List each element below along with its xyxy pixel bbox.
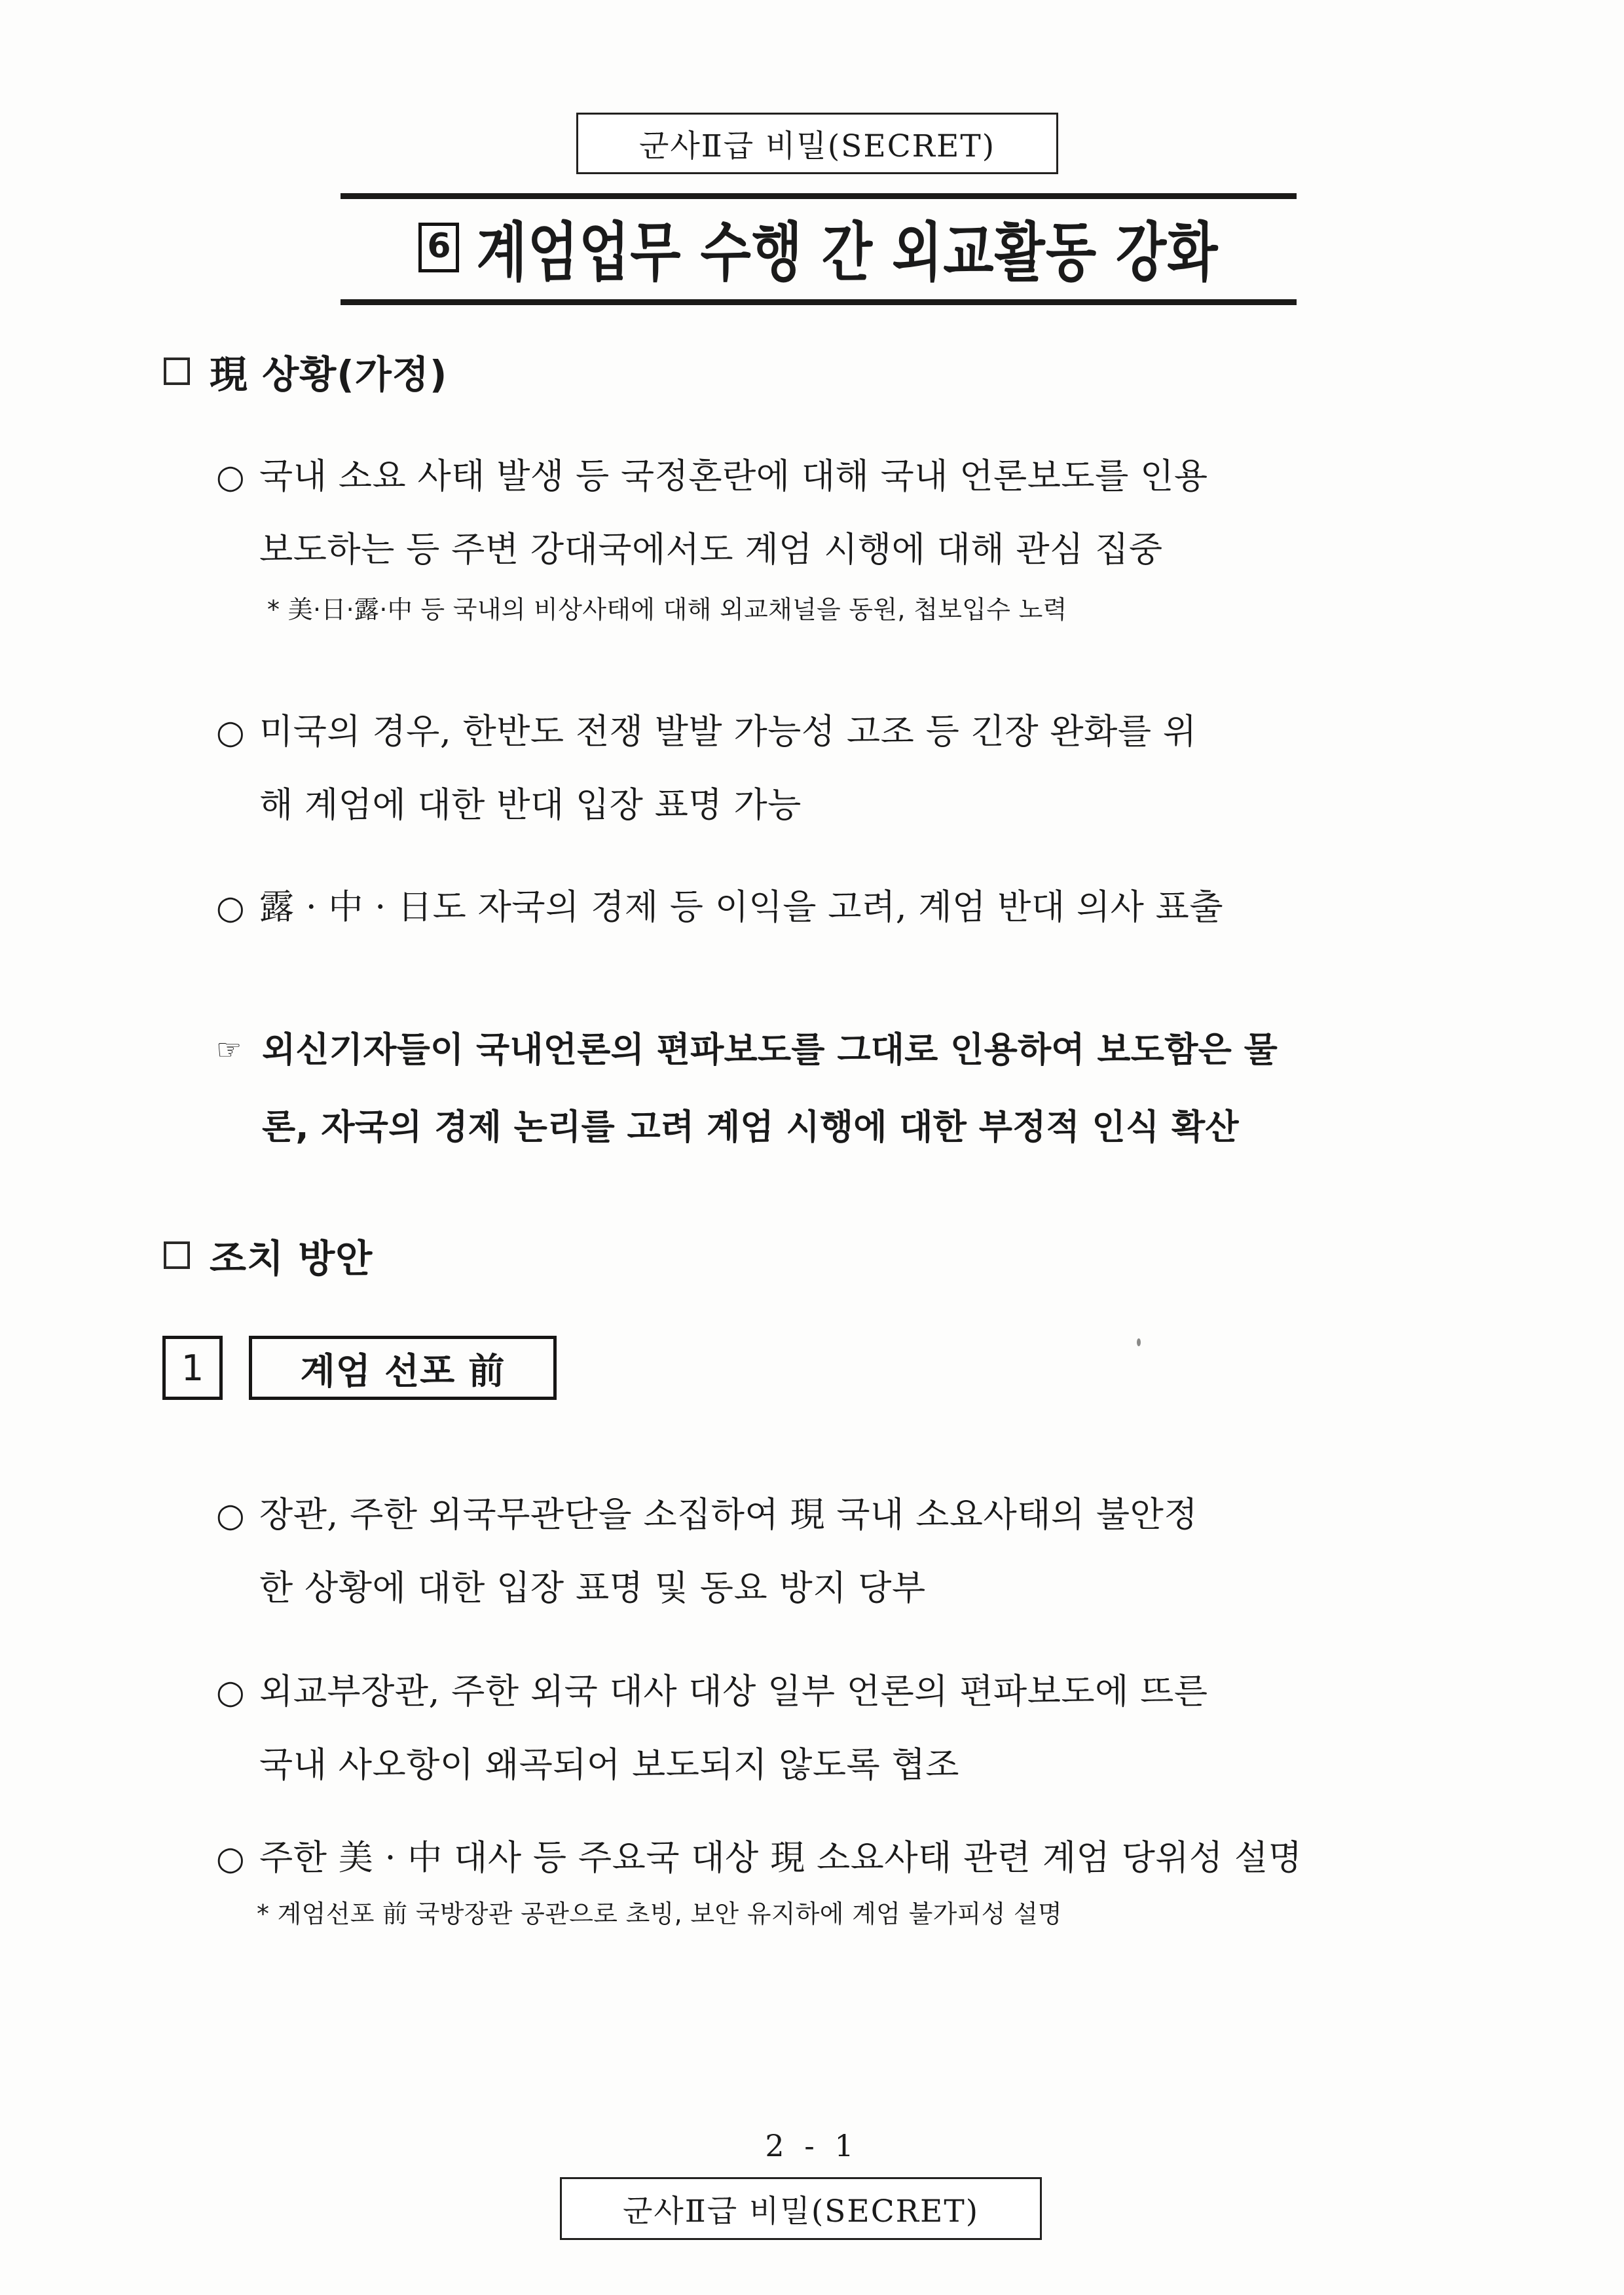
- circle-bullet-icon: ○: [216, 1673, 246, 1711]
- list-item-text: [259, 440, 1208, 587]
- scan-artifact-speck: [1137, 1338, 1141, 1346]
- list-item: [216, 695, 1197, 842]
- square-bullet-icon: [164, 358, 190, 385]
- list-item-line: 해 계엄에 대한 반대 입장 표명 가능: [259, 785, 802, 825]
- page-number: 2 - 1: [765, 2128, 859, 2163]
- section-heading-measures-label: 조치 방안: [210, 1236, 373, 1281]
- section-heading-measures: [164, 1228, 373, 1283]
- circle-bullet-icon: ○: [216, 1839, 246, 1877]
- list-item-text: [259, 695, 1197, 842]
- list-item-line: 주한 美 · 中 대사 등 주요국 대상 現 소요사태 관련 계엄 당위성 설명: [259, 1838, 1302, 1878]
- list-item-text: [259, 1478, 1198, 1625]
- square-bullet-icon: [164, 1241, 190, 1269]
- emphasis-line: 론, 자국의 경제 논리를 고려 계엄 시행에 대한 부정적 인식 확산: [262, 1107, 1239, 1147]
- footer-classification-banner: 군사Ⅱ급 비밀(SECRET): [560, 2177, 1042, 2240]
- list-item-text: [259, 871, 1223, 944]
- section-heading-situation: [164, 344, 447, 399]
- step-number-box: 1: [162, 1336, 223, 1400]
- circle-bullet-icon: ○: [216, 1496, 246, 1534]
- section-heading-situation-label: 現 상황(가정): [210, 352, 448, 397]
- footnote-situation: * 美·日·露·中 등 국내의 비상사태에 대해 외교채널을 동원, 첩보입수 노력: [267, 595, 1067, 624]
- title-number-badge: 6: [418, 223, 459, 272]
- emphasis-callout: [216, 1012, 1278, 1166]
- circle-bullet-icon: ○: [216, 889, 246, 927]
- list-item: [216, 871, 1223, 944]
- header-classification-banner: 군사Ⅱ급 비밀(SECRET): [576, 113, 1058, 174]
- list-item-line: 국내 소요 사태 발생 등 국정혼란에 대해 국내 언론보도를 인용: [259, 456, 1208, 496]
- circle-bullet-icon: ○: [216, 458, 246, 496]
- step-label-box: 계엄 선포 前: [249, 1336, 557, 1400]
- list-item-line: 보도하는 등 주변 강대국에서도 계엄 시행에 대해 관심 집중: [259, 530, 1163, 570]
- list-item: [216, 440, 1208, 587]
- circle-bullet-icon: ○: [216, 713, 246, 751]
- footnote-measures: * 계엄선포 前 국방장관 공관으로 초빙, 보안 유지하에 계엄 불가피성 설명: [257, 1900, 1062, 1928]
- step-header-row: [162, 1336, 557, 1400]
- list-item-line: 외교부장관, 주한 외국 대사 대상 일부 언론의 편파보도에 뜨른: [259, 1672, 1208, 1712]
- emphasis-callout-text: [262, 1012, 1278, 1166]
- list-item-line: 露 · 中 · 日도 자국의 경제 등 이익을 고려, 계엄 반대 의사 표출: [259, 887, 1224, 927]
- list-item: [216, 1655, 1208, 1802]
- emphasis-line: 외신기자들이 국내언론의 편파보도를 그대로 인용하여 보도함은 물: [262, 1030, 1278, 1070]
- list-item-text: [259, 1822, 1302, 1895]
- list-item-line: 한 상황에 대한 입장 표명 및 동요 방지 당부: [259, 1568, 926, 1608]
- pointing-hand-icon: ☞: [216, 1033, 242, 1067]
- list-item-line: 미국의 경우, 한반도 전쟁 발발 가능성 고조 등 긴장 완화를 위: [259, 712, 1197, 752]
- list-item-line: 장관, 주한 외국무관단을 소집하여 現 국내 소요사태의 불안정: [259, 1495, 1198, 1535]
- page-title: 계엄업무 수행 간 외교활동 강화: [476, 215, 1219, 290]
- list-item-line: 국내 사오항이 왜곡되어 보도되지 않도록 협조: [259, 1745, 959, 1785]
- list-item-text: [259, 1655, 1208, 1802]
- list-item: [216, 1478, 1198, 1625]
- list-item: [216, 1822, 1302, 1895]
- document-title-block: [341, 193, 1297, 305]
